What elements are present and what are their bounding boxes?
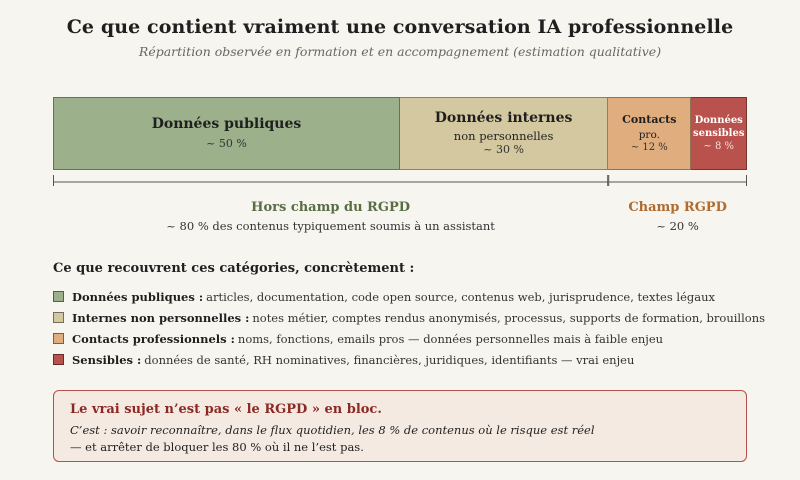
bar-segment-value: ~ 8 % xyxy=(703,140,735,152)
bar-segment-3 xyxy=(608,97,691,170)
bar-segment-label: Données publiques xyxy=(151,116,302,133)
category-swatch xyxy=(53,354,64,365)
category-name: Données publiques : xyxy=(72,289,204,304)
bar-segment-label: Données internes xyxy=(434,110,573,127)
category-swatch xyxy=(53,291,64,302)
bar-segment-4 xyxy=(691,97,747,170)
bracket-subtitle: ~ 20 % xyxy=(656,219,699,233)
bar-segment-label: Contacts xyxy=(622,112,677,126)
bar-segment-value: ~ 30 % xyxy=(483,143,524,157)
category-row-1 xyxy=(53,286,773,307)
bracket-subtitle: ~ 80 % des contenus typiquement soumis à un assistant xyxy=(166,219,495,233)
category-description: données de santé, RH nominatives, financières, juridiques, identifiants — vrai enjeu xyxy=(144,352,635,367)
bracket-title: Hors champ du RGPD xyxy=(251,200,411,215)
bar-segment-sublabel: sensibles xyxy=(692,128,745,140)
category-name: Contacts professionnels : xyxy=(72,331,235,346)
key-message-callout xyxy=(53,390,747,462)
category-description: notes métier, comptes rendus anonymisés, processus, supports de formation, brouillons xyxy=(252,310,766,325)
stacked-bar xyxy=(53,97,747,170)
bar-segment-value: ~ 12 % xyxy=(630,141,668,153)
callout-title: Le vrai sujet n’est pas « le RGPD » en bloc. xyxy=(70,402,382,417)
callout-line-2: — et arrêter de bloquer les 80 % où il ne l’est pas. xyxy=(70,440,364,454)
category-name: Internes non personnelles : xyxy=(72,310,250,325)
bar-segment-label: Données xyxy=(694,114,743,126)
bar-segment-sublabel: non personnelles xyxy=(453,129,554,144)
category-swatch xyxy=(53,333,64,344)
category-row-3 xyxy=(53,328,773,349)
bar-segment-sublabel: pro. xyxy=(638,128,660,141)
bracket-line-1 xyxy=(54,175,608,186)
categories-legend xyxy=(53,286,773,370)
bracket-lines xyxy=(0,172,800,192)
category-swatch xyxy=(53,312,64,323)
page-subtitle: Répartition observée en formation et en accompagnement (estimation qualitative) xyxy=(138,44,662,59)
category-name: Sensibles : xyxy=(72,352,142,367)
bracket-title: Champ RGPD xyxy=(628,200,727,215)
bar-segment-1 xyxy=(53,97,400,170)
category-description: noms, fonctions, emails pros — données personnelles mais à faible enjeu xyxy=(237,331,664,346)
category-description: articles, documentation, code open source, contenus web, jurisprudence, textes légaux xyxy=(206,289,716,304)
bracket-line-2 xyxy=(609,175,747,186)
categories-heading: Ce que recouvrent ces catégories, concrètement : xyxy=(53,261,415,276)
bar-segment-value: ~ 50 % xyxy=(206,137,247,151)
category-row-4 xyxy=(53,349,773,370)
page-title: Ce que contient vraiment une conversation IA professionnelle xyxy=(66,16,734,38)
category-row-2 xyxy=(53,307,773,328)
callout-line-1: C’est : savoir reconnaître, dans le flux quotidien, les 8 % de contenus où le risque est réel xyxy=(70,423,595,437)
bar-segment-2 xyxy=(400,97,608,170)
